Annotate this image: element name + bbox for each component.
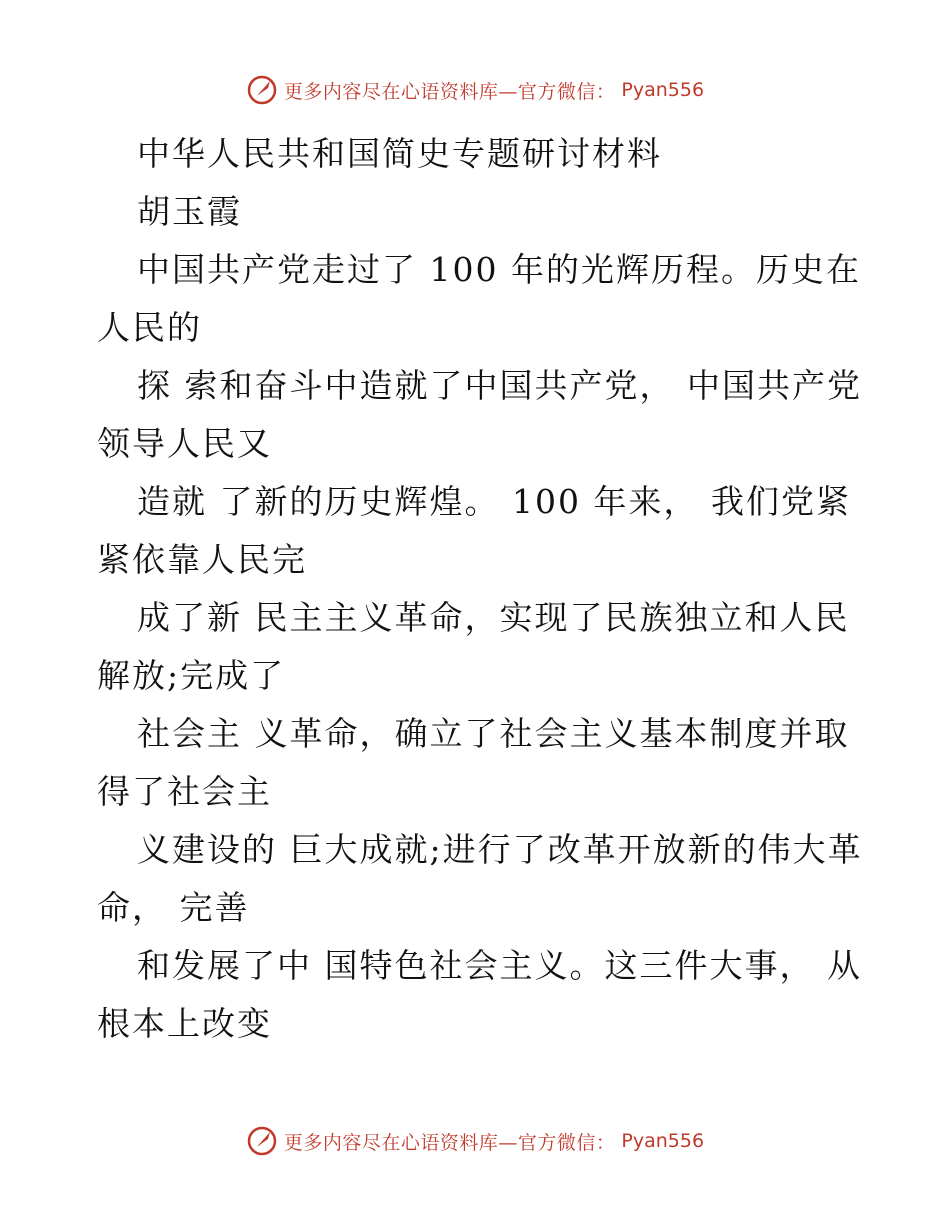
document-author: 胡玉霞: [137, 192, 242, 231]
body-line: 紧依靠人民完: [97, 540, 307, 579]
document-title: 中华人民共和国简史专题研讨材料: [137, 134, 662, 173]
header-watermark-banner: [0, 70, 950, 110]
quill-logo-icon: [246, 74, 278, 106]
body-line: 根本上改变: [97, 1004, 272, 1043]
quill-logo-icon: [246, 1125, 278, 1157]
body-line: 中国共产党走过了 100 年的光辉历程。历史在: [137, 250, 861, 289]
banner-text: 更多内容尽在心语资料库—官方微信：: [283, 80, 616, 103]
body-line: 造就 了新的历史辉煌。 100 年来， 我们党紧: [137, 482, 851, 521]
body-line: 探 索和奋斗中造就了中国共产党， 中国共产党: [137, 366, 862, 405]
document-body: [97, 125, 867, 1053]
body-line: 得了社会主: [97, 772, 272, 811]
footer-watermark-banner: [0, 1121, 950, 1161]
body-line: 领导人民又: [97, 424, 272, 463]
banner-wechat-id: Pyan556: [621, 79, 705, 101]
banner-wechat-id: Pyan556: [621, 1130, 705, 1152]
body-line: 命， 完善: [97, 888, 250, 927]
banner-text: 更多内容尽在心语资料库—官方微信：: [283, 1131, 616, 1154]
body-line: 人民的: [97, 308, 202, 347]
body-line: 社会主 义革命，确立了社会主义基本制度并取: [137, 714, 850, 753]
body-line: 和发展了中 国特色社会主义。这三件大事， 从: [137, 946, 862, 985]
body-line: 成了新 民主主义革命，实现了民族独立和人民: [137, 598, 850, 637]
body-line: 解放;完成了: [97, 656, 286, 695]
body-line: 义建设的 巨大成就;进行了改革开放新的伟大革: [137, 830, 863, 869]
